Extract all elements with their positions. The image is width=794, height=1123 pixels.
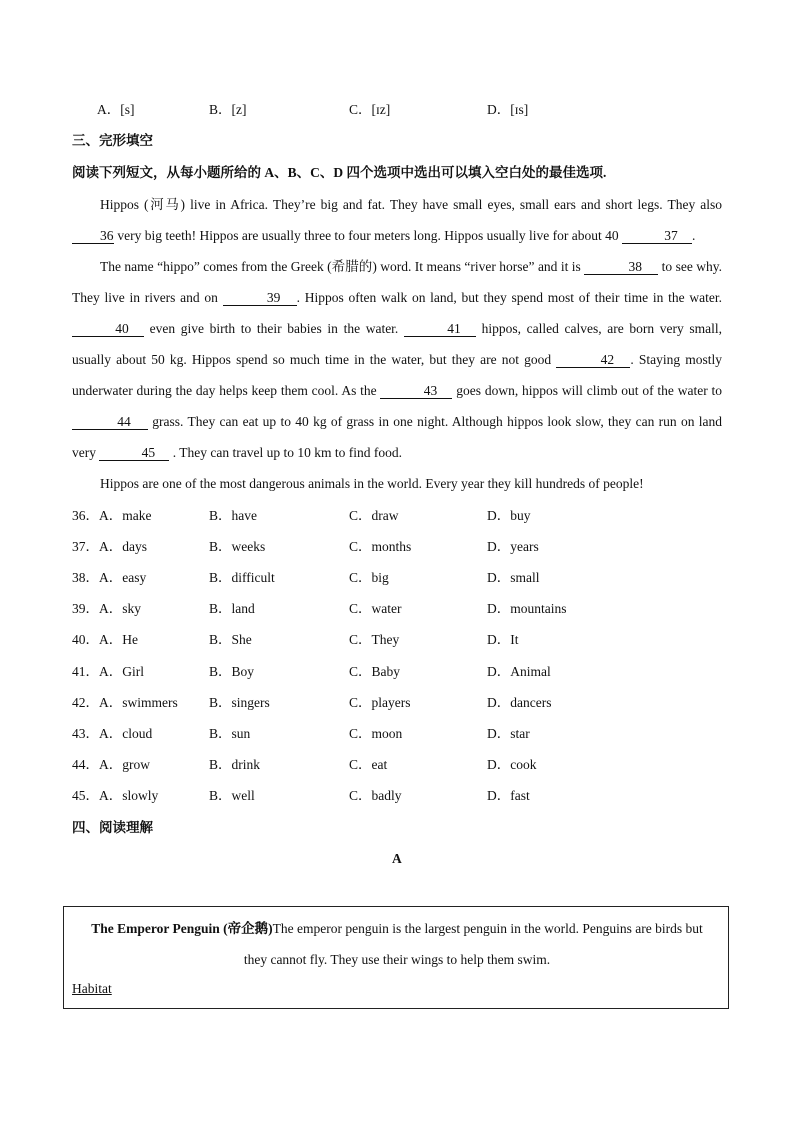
cloze-passage (72, 189, 722, 499)
q42-option-b: B．singers (209, 695, 270, 710)
q39-option-d: D．mountains (487, 601, 567, 616)
question-42 (72, 693, 722, 713)
blank-39: 39 (223, 291, 297, 306)
q38-option-a: 38．A．easy (72, 570, 147, 585)
q45-option-b: B．well (209, 788, 255, 803)
q42-option-d: D．dancers (487, 695, 552, 710)
question-39 (72, 599, 722, 619)
q44-option-b: B．drink (209, 757, 261, 772)
q40-option-c: C．They (349, 632, 400, 647)
q36-option-b: B．have (209, 508, 257, 523)
q37-option-d: D．years (487, 539, 539, 554)
blank-44: 44 (72, 415, 148, 430)
q43-option-b: B．sun (209, 726, 251, 741)
blank-45: 45 (99, 446, 169, 461)
part-a-label: A (392, 851, 402, 866)
habitat-heading: Habitat (72, 981, 112, 996)
section3-heading: 三、完形填空 (72, 133, 153, 148)
q43-option-a: 43．A．cloud (72, 726, 153, 741)
passage-paragraph-2: The name “hippo” comes from the Greek (希腊的) word. It means “river horse” and it is 38 to see why. They live in rivers and on 39 . Hippos often walk on land, but they spend most of their time in the water. 40 even give birth to their babies in the water. 41 hippos, called calves, are born very small, usually about 50 kg. Hippos spend so much time in the water, but they are not good 42 . Staying mostly underwater during the day helps keep them cool. As the 43 goes down, hippos will climb out of the water to 44 grass. They can eat up to 40 kg of grass in one night. Although hippos look slow, they can run on land very 45 . They can travel up to 10 km to find food. (72, 259, 723, 460)
option-b: B．[z] (209, 102, 247, 117)
blank-42: 42 (556, 353, 630, 368)
question-41 (72, 662, 722, 682)
q39-option-a: 39．A．sky (72, 601, 142, 616)
question-38 (72, 568, 722, 588)
passage-paragraph-1: Hippos (河马) live in Africa. They’re big and fat. They have small eyes, small ears and short legs. They also36 very big teeth! Hippos are usually three to four meters long. Hippos usually live for about 40 37 . (72, 189, 722, 251)
q36-option-d: D．buy (487, 508, 531, 523)
q42-option-c: C．players (349, 695, 411, 710)
q36-option-a: 36．A．make (72, 508, 152, 523)
q36-option-c: C．draw (349, 508, 399, 523)
q45-option-a: 45．A．slowly (72, 788, 159, 803)
phonetic-options-row (97, 100, 697, 120)
blank-37: 37 (622, 229, 692, 244)
q38-option-b: B．difficult (209, 570, 275, 585)
q39-option-b: B．land (209, 601, 255, 616)
q40-option-d: D．It (487, 632, 519, 647)
q43-option-d: D．star (487, 726, 530, 741)
q38-option-c: C．big (349, 570, 389, 585)
blank-36: 36 (72, 229, 114, 244)
blank-40: 40 (72, 322, 144, 337)
q42-option-a: 42．A．swimmers (72, 695, 178, 710)
question-40 (72, 630, 722, 650)
option-a: A．[s] (97, 102, 135, 117)
penguin-text-box (63, 906, 729, 1009)
q37-option-c: C．months (349, 539, 412, 554)
penguin-title: The Emperor Penguin (帝企鹅) (91, 921, 273, 936)
option-c: C．[ɪz] (349, 102, 391, 117)
q43-option-c: C．moon (349, 726, 403, 741)
blank-43: 43 (380, 384, 452, 399)
q39-option-c: C．water (349, 601, 402, 616)
q37-option-a: 37．A．days (72, 539, 147, 554)
question-37 (72, 537, 722, 557)
q45-option-d: D．fast (487, 788, 530, 803)
q40-option-b: B．She (209, 632, 252, 647)
question-43 (72, 724, 722, 744)
passage-paragraph-3: Hippos are one of the most dangerous animals in the world. Every year they kill hundreds of people! (100, 476, 644, 491)
section4-heading: 四、阅读理解 (72, 820, 153, 835)
blank-41: 41 (404, 322, 476, 337)
q40-option-a: 40．A．He (72, 632, 138, 647)
q37-option-b: B．weeks (209, 539, 266, 554)
q44-option-c: C．eat (349, 757, 388, 772)
q41-option-b: B．Boy (209, 664, 255, 679)
q45-option-c: C．badly (349, 788, 402, 803)
q38-option-d: D．small (487, 570, 540, 585)
q41-option-c: C．Baby (349, 664, 401, 679)
q44-option-d: D．cook (487, 757, 537, 772)
question-45 (72, 786, 722, 806)
blank-38: 38 (584, 260, 658, 275)
question-44 (72, 755, 722, 775)
penguin-description: The emperor penguin is the largest penguin in the world. Penguins are birds but they cannot fly. They use their wings to help them swim. (243, 921, 703, 967)
q41-option-d: D．Animal (487, 664, 551, 679)
q41-option-a: 41．A．Girl (72, 664, 144, 679)
option-d: D．[ɪs] (487, 102, 529, 117)
question-36 (72, 506, 722, 526)
section3-instruction: 阅读下列短文，从每小题所给的 A、B、C、D 四个选项中选出可以填入空白处的最佳选项. (72, 165, 607, 180)
q44-option-a: 44．A．grow (72, 757, 150, 772)
penguin-intro (78, 913, 716, 975)
